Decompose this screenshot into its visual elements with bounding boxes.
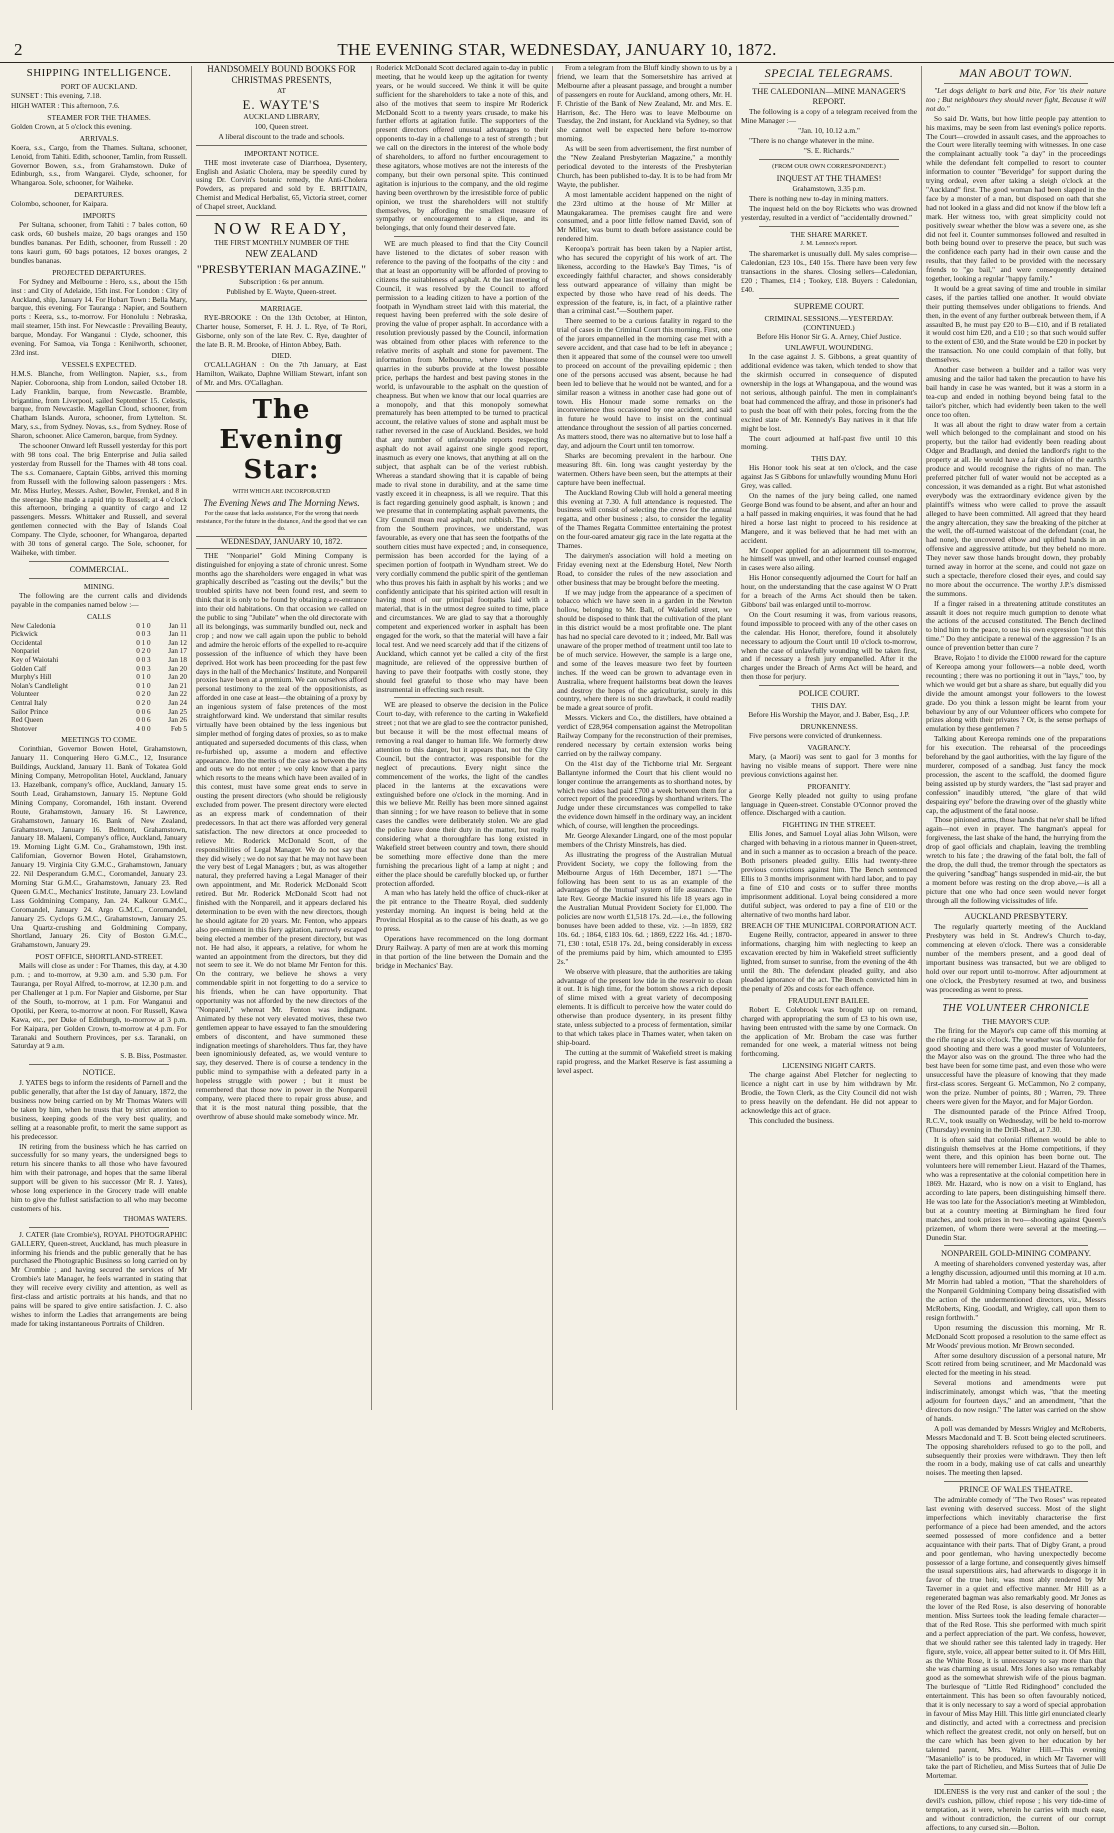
paragraph: O'CALLAGHAN : On the 7th January, at East Hamilton, Waikato, Daphne William Stewart, infant son of Mr. and Mrs. O'Callaghan. bbox=[196, 360, 367, 388]
paragraph: A most lamentable accident happened on the night of the 23rd ultimo at the house of Mr Miller at Maungakaramea. The premises caught fire and were consumed, and a poor little fellow named David, son of Mr Miller, was burnt to death before assistance could be rendered him. bbox=[557, 189, 732, 244]
paragraph: On the names of the jury being called, one named George Bond was found to be absent, and after an hour and a half passed in making enquiries, it was found that he had hired a horse last night to proceed to his residence at Mangere, and it was believed that he had met with an accident. bbox=[741, 491, 917, 545]
divider bbox=[394, 697, 530, 698]
divider bbox=[944, 1784, 1088, 1785]
column-rule bbox=[371, 66, 372, 1410]
column-2 bbox=[193, 64, 370, 1412]
newspaper-title: THE EVENING STAR, WEDNESDAY, JANUARY 10, 1872. bbox=[337, 40, 777, 59]
logo-subtitle: The Evening News and The Morning News. bbox=[203, 498, 360, 509]
divider bbox=[394, 236, 530, 237]
subheading: IMPORTS bbox=[82, 211, 116, 221]
ad-text: Subscription : 6s per annum. bbox=[239, 276, 324, 286]
calls-table-row bbox=[11, 682, 187, 691]
divider bbox=[29, 1064, 169, 1065]
paragraph: We observe with pleasure, that the authorities are taking advantage of the present low tide in the reservoir to clean it out. It is high time, for the bottom shows a rich deposit of slime mixed with a great variety of decomposing elements. It is difficult to perceive how the water could do otherwise than produce dysentery, in its present filthy state, unless subjected to a process of fermentation, similar to that which takes place in Thames water, when taken on ship-board. bbox=[557, 966, 732, 1047]
editorial-paragraph: WE are much pleased to find that the City Council have listened to the dictates of sober reason with reference to the paving of the footpaths of the city : and that at least an opportunity will be afforded of proving to citizens the suitableness of asphalt. At the last meeting of Council, it was resolved by the Council to afford permission to a leading citizen to have a portion of the footpath in Wyndham street laid with this material, the request having been preferred with the sole desire of proving the value of proper asphalt. In accordance with a resolution previously passed by the Council, information was obtained from other places with reference to the relative merits of asphalt and stone for pavement. The information from Melbourne, where the bluestone quarries in the suburbs provide at the lowest possible price, perhaps the hardest and best paving stones in the world, is unfavourable to the asphalt on the question of cheapness. But when we know that our local quarries are a monopoly, and that this monopoly somewhat prematurely has been attempted to be turned to practical account, the relative values of stone and asphalt must be rather reversed in the case of Auckland. Besides, we hold that any number of unfavourable reports respecting asphalt do not avail against one single good report, inasmuch as every one knows, that anything at all on the subject, that asphalt can be of the veriest rubbish. Whereas a standard showing that it is capable of being made to rival stone in durability, and at the same time vastly exceed it in cheapness, is all we require. That this is fact regarding genuinely good asphalt, is known ; and we presume that in contemplating asphalt pavements, the City Council mean real asphalt, not rubbish. The report from the Southern provinces, we understand, was favourable, as every one that has seen the footpaths of the southern cities must have expected ; and, in consequence, permission has been accorded for the laying of a specimen portion of footpath in Wyndham street. We do very cordially commend the public spirit of the gentleman who thus proves his faith in asphalt by his works ; and we confidently anticipate that his spirited action will result in having most of our principal footpaths laid with a material, that is in the utmost degree suited to time, place and circumstances. We are glad to say that a thoroughly competent and experienced worker in asphalt has been engaged for the work, so that the material will have a fair local test. And we need scarcely add that if the citizens of Auckland, which cannot yet be called a city of the first magnitude, are relieved of the oppressive burthen of having to pave their footpaths with costly stone, they should feel grateful to those who may have been instrumental in effecting such result. bbox=[376, 239, 548, 694]
paragraph: Upon resuming the discussion this morning, Mr R. McDonald Scott proposed a resolution to the same effect as Mr Woods' previous motion. Mr Brown seconded. bbox=[926, 1322, 1106, 1350]
subheading: LICENSING NIGHT CARTS. bbox=[782, 1061, 876, 1071]
signature: "S. E. Richards." bbox=[803, 145, 855, 155]
calls-cell-amt: 0 1 0 bbox=[136, 673, 151, 682]
editorial-paragraph: THE "Nonpariel" Gold Mining Company is distinguished for enjoying a state of chronic unrest. Some months ago the shareholders were engaged in what was graphically described as "casting out the devils;" but the troubled spirits have not been found rest, and seem to think that it is only to be found by obtaining a re-entrance into their old habitations. On that occasion we called on the public to sing "Jubilate" when the old directorate with all its belongings, was summarily bundled out, neck and crop ; and now we call again upon the public to behold and admire the heroic efforts of the expelled to re-acquire possession of the influence of which they have been deprived. Hot work has been proceeding for the past few days in the hall of the Mechanics' Institute, and Nonpareil proxies have been at a premium. We can ourselves afford personal testimony to the zeal of the oppositionists, as afforded in one case at least—the obtaining of a proxy by an ingenious system of false pretences of the most straightforward kind. We understand that similar results virtually have been obtained by the less ingenious but simpler method of forging dates of proxies, so as to make antiquated and superseded documents of this class, when re-furbished up, assume a modern and effective appearance. Into the merits of the case as between the ins and outs we do not enter ; we only know that a party which resorts to the means which have been availed of in this contest, must have some great ends to serve in ousting the present directors (who should be religiously excluded from power. The present directory were elected as an express mark of condemnation of their predecessors. In that act there was afforded very general satisfaction. The new directors at once proceeded to relieve Mr. Roderick McDonald Scott, of the responsibilities of Legal Manager. We do not say that they did wisely ; we do not say that he may not have been the very best of Legal Managers ; but, as was altogether natural, they preferred having a Legal Manager of their own appointment, and Mr. Roderick McDonald Scott retired. But Mr. Roderick McDonald Scott had not finished with the Nonpareil, and it appears declared his determination to be even with the new directors, though he should agitate for 20 years. Mr. Fenton, who appears also pre-eminent in this fiery agitation, narrowly escaped being elected a member of the present directory, but was not. He had also, it appears, a relative, for whom he wanted an appointment from the directors, but they did not seem to see it. We do not blame Mr Fenton for this. On the contrary, we believe he shows a very commendable spirit in not forgetting to do a service to his friends, when he can have opportunity. That opportunity was not afforded by the new directors of the "Nonpareil," whereat Mr. Fenton was indignant. Animated by these not very elevated motives, these two gentlemen appear to have essayed to fan the smouldering embers of discontent, and have summoned these indignation meetings of shareholders. Thus far, they have been ignominiously defeated, as, we would venture to say, they deserved. There is of course a tendency in the public mind to sympathise with a defeated party in a hopeless struggle with power ; but it must be remembered that those now in power in the Nonpareil company, were placed there to repair gross abuse, and that it is the most natural thing possible, that the overthrow of abuse should make somebody wince. Mr. bbox=[196, 550, 367, 1121]
paragraph: In the case against J. S. Gibbons, a great quantity of additional evidence was taken, which tended to show that the skirmish occurred in consequence of disputed ownership in the logs at Whangapoua, and the wound was not serious, although painful. The men in complainant's boat had commenced the affray, and those in prisoner's had to push the boat off with their poles, forcing from the the excited state of Mr. Kennedy's Bay natives in it that life might be lost. bbox=[741, 352, 917, 433]
paragraph: The Auckland Rowing Club will hold a general meeting this evening at 7.30. A full attendance is requested. The business will consist of selecting the crews for the annual regatta, and other business ; also, to consider the legality of the Thames Regatta Committee entertaining the protest on the four-oared amateur gig race in the late regatta at the Thames. bbox=[557, 487, 732, 551]
divider bbox=[944, 908, 1088, 909]
paragraph: Colombo, schooner, for Kaipara. bbox=[11, 199, 108, 209]
divider bbox=[944, 998, 1088, 999]
subheading: MARRIAGE. bbox=[260, 303, 303, 313]
subheading: THE SHARE MARKET. bbox=[790, 230, 868, 240]
subheading: THIS DAY. bbox=[811, 454, 847, 464]
calls-cell-amt: 0 1 0 bbox=[136, 638, 151, 647]
calls-cell-date: Jan 11 bbox=[168, 621, 187, 630]
ad-text: NEW ZEALAND bbox=[245, 248, 318, 260]
subheading: CRIMINAL SESSIONS.—YESTERDAY. (CONTINUED.) bbox=[764, 313, 894, 332]
paragraph: Before His Honor Sir G. A. Arney, Chief Justice. bbox=[756, 331, 902, 341]
paragraph: His Honor took his seat at ten o'clock, and the case against Jas S Gibbons for unlawfully wounding Munu Hori Grey, was called. bbox=[741, 463, 917, 491]
paragraph: The regularly quarterly meeting of the Auckland Presbytery was held in St. Andrew's Church to-day, commencing at eleven o'clock. There was a considerable number of the members present, and a good deal of important business was transacted, but we are obliged to hold over our report until to-morrow. After adjournment at one o'clock, the Presbytery resumed at two, and business was proceeding as went to press. bbox=[926, 922, 1106, 994]
paragraph: Before His Worship the Mayor, and J. Baber, Esq., J.P. bbox=[748, 710, 910, 720]
calls-cell-amt: 0 0 6 bbox=[136, 707, 151, 716]
subheading: IMPORTANT NOTICE. bbox=[244, 148, 319, 158]
paragraph: Sharks are becoming prevalent in the harbour. One measuring 8ft. 6in. long was caught yesterday by the watermen. Others have been seen, but the attempts at their capture have been ineffectual. bbox=[557, 450, 732, 487]
paragraph: Mr. George Alexander Lingard, one of the most popular members of the Christy Minstrels, has died. bbox=[557, 831, 732, 849]
subheading: INQUEST AT THE THAMES! bbox=[776, 174, 882, 184]
paragraph: Five persons were convicted of drunkenness. bbox=[749, 731, 882, 741]
calls-cell-name: Golden Calf bbox=[11, 664, 47, 673]
paragraph: The following are the current calls and dividends payable in the companies named below :— bbox=[11, 590, 187, 609]
calls-table-row bbox=[11, 725, 187, 734]
verse: "Let dogs delight to bark and bite, For 'tis their nature too ; But neighbours they should never fight, Because it will not do." bbox=[926, 86, 1106, 113]
masthead bbox=[0, 38, 1114, 63]
subheading: ARRIVALS. bbox=[79, 133, 119, 143]
calls-table-row bbox=[11, 630, 187, 639]
paragraph: Per Sultana, schooner, from Tahiti : 7 bales cotton, 60 cask ords, 60 bushels maize, 20 bags oranges and 150 bundles bananas. Per Edith, schooner, from Russell : 20 tons kauri gum, 60 bags potatoes, 12 boxes oranges, 2 bundles bananas. bbox=[11, 220, 187, 265]
paragraph: "There is no change whatever in the mine. bbox=[749, 135, 874, 145]
paragraph: His Honor consequently adjourned the Court for half an hour, on the understanding that the case against W O Pratt for a breach of the Arms Act should then be taken. Gibbons' bail was enlarged until to-morrow. bbox=[741, 573, 917, 609]
paragraph: On the Court resuming it was, from various reasons, found impossible to proceed with any of the other cases on the calendar. His Honor, therefore, found it absolutely necessary to adjourn the Court until 10 o'clock to-morrow, when the case of unlawfully wounding will be taken first, and if necessary a fresh jury empanelled. After it the charges under the Breach of Arms Act will be heard, and then those for perjury. bbox=[741, 609, 917, 682]
editorial-paragraph: Roderick McDonald Scott declared again to-day in public meeting, that he would keep up the agitation for twenty years, or he would succeed. We think it will be quite sufficient for the shareholders to take a note of this, and also of the motives that seem to inspire Mr Roderick McDonald Scott to a twenty years crusade, to make his further efforts at agitation futile. The supporters of the present directors offered unusual advantages to their opponents to-day in a challenge to a test of strength ; but we call on the directors in the interest of the whole body of shareholders, to afford no further encouragement to these agitators, whose motives are not the interests of the company, but their own personal spite. This continued agitation is injurious to the company, and the old regime having been overthrown by the irresistible force of public opinion, we trust the shareholders will not stultify themselves, by affording the smallest measure of sympathy or encouragement to a clique, and its belongings, that only found their deserved fate. bbox=[376, 63, 548, 233]
paragraph: The dairymen's association will hold a meeting on Friday evening next at the Edensburg Hotel, New North Road, to consider the rules of the new association and other business that may be brought before the meeting. bbox=[557, 550, 732, 587]
calls-cell-date: Jan 20 bbox=[168, 664, 187, 673]
calls-cell-date: Jan 20 bbox=[168, 673, 187, 682]
divider bbox=[196, 300, 367, 301]
paragraph: It would be a great saving of time and trouble in similar cases, if the parties tallied one another. It would obviate their putting themselves under obligations to friends. And then, in the event of any further outbreak between them, if A assaulted B, he must pay £20 to B—£10, and if B retaliated it would cost him £20, and a £10 ; so that such would suffer to the extent of £30, and the State would be £20 in pocket by the transaction. No one could complain of that folly, but themselves. bbox=[926, 283, 1106, 365]
subheading: POST OFFICE, SHORTLAND-STREET. bbox=[35, 952, 163, 962]
paragraph: Those pinioned arms, those hands that ne'er shall be lifted again—not even in prayer. The hangman's appeal for forgiveness, the last shake of the hand, the hurrying from the drop of gaol officials and chaplain, leaving the trembling wretch to his fate ; the drawing of the fatal bolt, the fall of the drop, the dull thud, the tremor through the spectators as the quivering "sandbag" hangs suspended in mid-air, the but a moment before was resting on the drop above,—is all a picture that one who had once seen would never forget through all the following vicissitudes of life. bbox=[926, 815, 1106, 905]
paragraph: Mary, (a Maori) was sent to gaol for 3 months for having no visible means of support. There were nine previous convictions against her. bbox=[741, 751, 917, 779]
column-5 bbox=[738, 64, 920, 1412]
signature: S. B. Biss, Postmaster. bbox=[120, 1051, 187, 1061]
section-heading: COMMERCIAL. bbox=[69, 564, 129, 574]
subheading: THE MAYOR'S CUP. bbox=[982, 1016, 1050, 1026]
calls-table-row bbox=[11, 622, 187, 631]
paragraph: Golden Crown, at 5 o'clock this evening. bbox=[11, 121, 132, 131]
calls-cell-name: Key of Waiotahi bbox=[11, 656, 59, 665]
byline: (FROM OUR OWN CORRESPONDENT.) bbox=[772, 162, 886, 170]
paragraph: Operations have recommenced on the long dormant Drury Railway. A party of men are at work this morning in that portion of the line between the Domain and the bridge in Mechanics' Bay. bbox=[376, 934, 548, 970]
calls-table-row bbox=[11, 673, 187, 682]
paragraph: George Kelly pleaded not guilty to using profane language in Queen-street. Constable O'Connor proved the offence. Discharged with a caution. bbox=[741, 790, 917, 818]
section-heading: NONPAREIL GOLD-MINING COMPANY. bbox=[941, 1249, 1091, 1259]
paragraph: The firing for the Mayor's cup came off this morning at the rifle range at six o'clock. The weather was favourable for good shooting and there was a good muster of Volunteers, the Mayor also was on the ground. The three who had the best have been for some time past, and even those who were unsuccessful have the pleasure of knowing that they made first-class scores. Sergeant G. McCammon, No 2 company, won the prize. Number of points, 80 ; Warren, 79. Three cheers were given for the Mayor, and for Major Gordon. bbox=[926, 1025, 1106, 1106]
calls-table-row bbox=[11, 699, 187, 708]
divider bbox=[759, 226, 899, 227]
calls-table-row bbox=[11, 716, 187, 725]
ad-name: E. WAYTE'S bbox=[242, 96, 321, 112]
subheading: PORT OF AUCKLAND. bbox=[60, 82, 138, 91]
column-6 bbox=[923, 64, 1109, 1832]
column-rule bbox=[736, 66, 737, 1410]
divider bbox=[196, 145, 367, 146]
section-heading: PRINCE OF WALES THEATRE. bbox=[959, 1485, 1073, 1495]
subheading: CALLS bbox=[86, 611, 112, 621]
subheading: MEETINGS TO COME. bbox=[61, 735, 137, 745]
calls-cell-date: Jan 21 bbox=[168, 681, 187, 690]
paragraph: The admirable comedy of "The Two Roses" was repeated last evening with deserved success. Most of the slight imperfections which inevitably characterise the first performance of a piece had been amended, and the actors seemed possessed of more confidence and a better acquaintance with their parts. That of Digby Grant, a proud and poor gentleman, who having unexpectedly become possessor of a large fortune, and consequently gives himself the usual superstitious airs, had afterwards to disgorge it in favor of the true heir, was most ably rendered by Mr Taverner in a quiet and effective manner. Mr Hill as a regenerated bagman was also remarkably good. Mr Jones as the lover of the Red Rose, is also deserving of honorable mention. Miss Surtees took the leading female character—that of the Red Rose. This she performed with much spirit and a perfect appreciation of the part. We confess, however, that we should rather see this talented lady in tragedy. Her figure, style, voice, all appear better suited to it. Of Mrs Hill, as the White Rose, it is unnecessary to say more than that she was charming as usual. Mrs Jones also was remarkably good as the somewhat shrewish wife of the pious bagman. The burlesque of "Little Red Ridinghood" concluded the entertainment. This has been so often favourably noticed, that it is only necessary to say a word of special approbation in favour of Miss May Hill. This little girl enunciated clearly and distinctly, and acted with a correctness and precision which reflect the greatest credit, not only on herself, but on the care which has been given to her education by her talented parent, Mrs. Walter Hill.—This evening "Masaniello" is to be produced, in which Mr Taverner will take the part of Richelieu, and Miss Surtees that of Julie De Mortemar. bbox=[926, 1495, 1106, 1781]
calls-cell-name: Volunteer bbox=[11, 690, 39, 699]
subheading: DEPARTURES. bbox=[74, 190, 124, 200]
calls-table-row bbox=[11, 708, 187, 717]
motto: For the cause that lacks assistance, For the wrong that needs resistance, For the future in the distance, And the good that we can do. bbox=[196, 510, 367, 533]
paragraph: The schooner Onward left Russell yesterday for this port with 98 tons coal. The brig Enterprise and Julia sailed yesterday from Russell for the Thames with 48 tons coal. The s.s. Comanaere, Captain Gibbs, arrived this morning from Russell with the following saloon passengers : Mrs. Mr. Miss Hurley, Messrs. Asher, Bowler, Frenkel, and 8 in the steerage. She made a rapid trip to Russell; at 4 o'clock this afternoon, bringing a quantity of cargo and 12 passengers. Messrs. Whittaker and Russell, and several gentlemen connected with the Bay of Islands Coal Company. The Clyde, schooner, for Whangaroa, departed with 30 tons of general cargo. The Sole, schooner, for Waiheke, with timber. bbox=[11, 441, 187, 557]
paragraph: After some desultory discussion of a personal nature, Mr Scott retired from being scrutineer, and Mr Macdonald was elected for the meeting in his stead. bbox=[926, 1350, 1106, 1378]
paragraph: IDLENESS is the very rust and canker of the soul ; the devil's cushion, pillow, chief repose ; his very tide-time of temptation, as it were, wherein he carries with much ease, and without contradiction, the current of our corrupt affections, to any cursed sin.—Bolton. bbox=[926, 1787, 1106, 1832]
calls-table bbox=[11, 622, 187, 734]
calls-cell-date: Jan 25 bbox=[168, 707, 187, 716]
paragraph: Robert E. Colebrook was brought up on remand, charged with appropriating the sum of £3 to his own use, having been entrusted with the same by one Cormack. On the application of Mr. Brobam the case was further remanded for one week, a material witness not being forthcoming. bbox=[741, 1004, 917, 1059]
subheading: DRUNKENNESS. bbox=[800, 722, 858, 732]
paragraph: As will be seen from advertisement, the first number of the "New Zealand Presbyterian Magazine," a monthly periodical devoted to the interests of the Presbyterian Church, has been published to-day. It is to be had from Mr Wayte, the publisher. bbox=[557, 144, 732, 189]
paragraph: RYE-BROOKE : On the 13th October, at Hinton, Charter house, Somerset, F. H. J. L. Rye, of Te Rori, Gisborne, only son of the late Rev. C. Rye, daughter of the late B. R. M. Brooke, of Hinton Abbey, Bath. bbox=[196, 312, 367, 349]
calls-table-row bbox=[11, 647, 187, 656]
calls-cell-date: Jan 22 bbox=[168, 690, 187, 699]
paragraph: J. YATES begs to inform the residents of Parnell and the public generally, that after the 1st day of January, 1872, the business now being carried on by Mr Thomas Waters will be taken by him, when he trusts that by strict attention to business, keeping goods of the very best quality, and selling at a reasonable profit, to merit the same support as his predecessor. bbox=[11, 1078, 187, 1141]
subheading: PROFANITY. bbox=[807, 781, 851, 791]
ad-text: "PRESBYTERIAN MAGAZINE." bbox=[196, 261, 367, 276]
paragraph: H.M.S. Blanche, from Wellington. Napier, s.s., from Napier. Coboroona, ship from London, sailed October 18. Lady Franklin, barque, from Newcastle. Bramble, brigantine, from Liverpool, sailed September 15. Celestis, barque, from Newcastle. Magellan Cloud, schooner, from Chatham Islands. Aurora, schooner, from Lyttelton. St. Mary, s.s., from Sydney. Novas, s.s., from Sydney. Rose of Sharon, schooner. Alice Cameron, barque, from Sydney. bbox=[11, 368, 187, 441]
section-heading: SPECIAL TELEGRAMS. bbox=[764, 66, 894, 80]
column-rule bbox=[921, 66, 922, 1410]
paragraph: IN retiring from the business which he has carried on successfully for so many years, the undersigned begs to return his sincere thanks to all those who have favoured him with their patronage, and hopes that the same liberal support will be given to his successor (Mr R. J. Yates), whose long experience in the Grocery trade will enable him to give the fullest satisfaction to all who may become customers of his. bbox=[11, 1141, 187, 1213]
calls-table-row bbox=[11, 656, 187, 665]
paragraph: The following is a copy of a telegram received from the Mine Manager :— bbox=[741, 107, 917, 125]
calls-cell-date: Jan 12 bbox=[168, 638, 187, 647]
calls-cell-date: Jan 18 bbox=[168, 656, 187, 665]
paragraph: Corinthian, Governor Bowen Hotel, Grahamstown, January 11. Conquering Hero G.M.C., 12, Insurance Buildings, Auckland, January 11. Bank of Tokatea Gold Mining Company, Metropolitan Hotel, Auckland, January 13. Hazelbank, company's office, Auckland, January 15. South Lead, Grahamstown, January 15. Neptune Gold Mining Company, Coromandel, 16th instant. Overend Route, Grahamstown, January 16. St Lawrence, Grahamstown, January 16. Bank of New Zealand, Grahamstown, January 16. Belmont, Grahamstown, January 18. Malaeni, Company's office, Auckland, January 19. Morning Light G.M. Co., Grahamstown, 19th inst. Californian, Governor Bowen Hotel, Grahamstown, January 19. Virginia City G.M.C., Grahamstown, January 22. Nil Desperandum G.M.C., Coromandel, January 23. Morning Star G.M.C., Grahamstown, January 23. Red Queen G.M.C., Mechanics' Institute, January 23. Lowland Lass Goldmining Company, Jan. 24. Kalkour G.M.C., Coromandel, January 24. Argo G.M.C., Coromandel, January 25. Cyclops G.M.C., Grahamstown, January 25. Una Quartz-crushing and Goldmining Company, Shortland, January 26. City of Boston G.M.C., Grahamstown, January 29. bbox=[11, 744, 187, 950]
calls-cell-name: Shotover bbox=[11, 724, 37, 733]
calls-table-row bbox=[11, 665, 187, 674]
ad-text: 100, Queen street. bbox=[254, 121, 309, 131]
calls-cell-date: Jan 24 bbox=[168, 699, 187, 708]
calls-cell-name: Red Queen bbox=[11, 716, 44, 725]
calls-cell-amt: 0 0 3 bbox=[136, 656, 151, 665]
calls-cell-amt: 0 0 3 bbox=[136, 664, 151, 673]
paragraph: THE most inveterate case of Diarrhoea, Dysentery, English and Asiatic Cholera, may be speedily cured by using Dr. Corvin's botanic remedy, the Anti-Cholera Powders, as prepared and sold by E. BRITTAIN, Chemist and Medical Herbalist, 65, Victoria street, corner of Chapel street, Auckland. bbox=[196, 157, 367, 212]
calls-cell-amt: 4 0 0 bbox=[136, 724, 151, 733]
calls-cell-amt: 0 1 0 bbox=[136, 621, 151, 630]
section-heading: SHIPPING INTELLIGENCE. bbox=[26, 67, 172, 79]
paragraph: The dismounted parade of the Prince Alfred Troop, R.C.V., took usually on Wednesday, will be held to-morrow (Thursday) evening in the Drill-Shed, at 7.30. bbox=[926, 1106, 1106, 1134]
subheading: BREACH OF THE MUNICIPAL CORPORATION ACT. bbox=[741, 921, 917, 931]
paragraph: J. CATER (late Crombie's), ROYAL PHOTOGRAPHIC GALLERY, Queen-street, Auckland, has much pleasure in informing his friends and the public generally that he has purchased the Photographic Business so long carried on by Mr Crombie ; and having secured the services of Mr Crombie's late Manager, he feels warranted in stating that they will receive every civility and attention, as well as first-class and artistic portraits at his hands, and that no pains will be spared to give entire satisfaction. J. C. also wishes to inform the Ladies that arrangements are being made for taking instantaneous Portraits of Children. bbox=[11, 1229, 187, 1328]
calls-cell-date: Jan 11 bbox=[168, 630, 187, 639]
paragraph: A meeting of shareholders convened yesterday was, after a lengthy discussion, adjourned until this morning at 10 a.m. Mr Morrin had tabled a motion, "That the shareholders of the Nonpareil Goldmining Company being dissatisfied with the action of the undermentioned directors, viz., Messrs McRoberts, King, Goodall, and Wrigley, call upon them to resign forthwith." bbox=[926, 1259, 1106, 1322]
calls-cell-date: Jan 17 bbox=[168, 647, 187, 656]
subheading: PROJECTED DEPARTURES. bbox=[52, 267, 146, 277]
paragraph: The inquest held on the boy Ricketts who was drowned yesterday, resulted in a verdict of "accidentally drowned." bbox=[741, 204, 917, 223]
section-heading: SUPREME COURT. bbox=[793, 301, 865, 311]
paragraph: Several motions and amendments were put indiscriminately, amongst which was, "that the meeting adjourn for fourteen days," and an amendment, "that the directors do now resign." The latter was carried on the show of hands. bbox=[926, 1378, 1106, 1423]
subheading: STEAMER FOR THE THAMES. bbox=[47, 112, 151, 122]
paragraph: Talking about Kereopa reminds one of the preparations for his execution. The rehearsal of the proceedings beforehand by the gaol authorities, with the lay figure of the murderer, composed of a sandbag. Just fancy the mock procession, the ascent to the scaffold, the doomed figure being assisted up by sturdy warders, the "last sad prayer and confession" inaudibly uttered, "the glare of that wild despairing eye" before the drawing over of the ghastly white cap, the adjustment of the fatal noose. bbox=[926, 734, 1106, 815]
page-number: 2 bbox=[14, 40, 23, 59]
paragraph: Messrs. Vickers and Co., the distillers, have obtained a verdict of £28,964 compensation against the Metropolitan Railway Company for the reconstruction of their premises, rendered necessary by certain extension works being carried on by the railway company. bbox=[557, 713, 732, 758]
telegram-date: "Jan. 10, 10.12 a.m." bbox=[798, 125, 860, 135]
calls-cell-name: Murphy's Hill bbox=[11, 673, 52, 682]
calls-cell-amt: 0 0 6 bbox=[136, 716, 151, 725]
paragraph: The court adjourned at half-past five until 10 this morning. bbox=[741, 433, 917, 452]
subheading: VESSELS EXPECTED. bbox=[61, 359, 137, 369]
section-heading: THE VOLUNTEER CHRONICLE bbox=[942, 1002, 1090, 1014]
subheading: UNLAWFUL WOUNDING. bbox=[785, 343, 873, 353]
divider bbox=[29, 1227, 169, 1228]
ad-text: THE FIRST MONTHLY NUMBER OF THE bbox=[214, 238, 349, 248]
byline: J. M. Lennox's report. bbox=[800, 240, 858, 248]
divider bbox=[759, 298, 899, 299]
calls-cell-name: Sailor Prince bbox=[11, 707, 49, 716]
divider bbox=[196, 215, 367, 216]
subheading: MINING. bbox=[83, 581, 115, 591]
paragraph: Another case between a builder and a tailor was very amusing and the tailor had taken the precaution to have his bail handy in case he was wanted, but it was a storm in a tea-cup and ended in nothing beyond being fatal to the tailor's pitcher, which had evidently been taken to the well once too often. bbox=[926, 365, 1106, 419]
calls-cell-name: Nolan's Candlelight bbox=[11, 681, 68, 690]
calls-cell-date: Feb 5 bbox=[170, 724, 187, 733]
divider bbox=[759, 685, 899, 686]
logo-subtitle: WITH WHICH ARE INCORPORATED bbox=[232, 489, 331, 496]
paragraph: If we may judge from the appearance of a specimen of tobacco which we have seen in a garden in the Newton hollow, belonging to Mr. Ball, of Wakefield street, we should be disposed to think that the cultivation of the plant in this district would be a most profitable one. The plant has had no special care devoted to it ; indeed, Mr. Ball was unaware of the proper method of treatment until too late to be of much service. However, the sample is a large one, and some of the leaves measure two feet by fourteen inches. If the weed can be grown to advantage even in Australia, where frequent hailstorms beat down the leaves and destroy the hopes of the agriculturist, surely in this country, where there is no such drawback, it could readily be made a great source of profit. bbox=[557, 587, 732, 713]
editorial-paragraph: WE are pleased to observe the decision in the Police Court to-day, with reference to the carting in Wakefield street ; not that we are glad to see the contractor punished, but because it will be the most effectual means of removing a real danger to human life. We formerly drew attention to this danger, but it appears that, not the City Council, but the contractor, was responsible for the neglect of precautions. Every night since the commencement of the works, the light of the candles placed in the lanterns at the excavations were extinguished before one o'clock in the morning. And in this we believe Mr. Reilly has been more sinned against than sinning ; for we have reason to believe that in some cases the candles were deliberately stolen. We are glad the police have done their duty in the matter, but really considering what a thoroughfare has long existed in Wakefield street between country and town, there should be something more effective done than the mere furnishing the precarious light of a lamp at night ; and either the place should be carefully blocked up, or further protection afforded. bbox=[376, 700, 548, 888]
section-heading: POLICE COURT. bbox=[798, 689, 860, 699]
calls-cell-name: Pickwick bbox=[11, 630, 38, 639]
ad-text: AT bbox=[276, 86, 287, 95]
subheading: VAGRANCY. bbox=[807, 742, 851, 752]
divider bbox=[759, 83, 899, 84]
section-heading: AUCKLAND PRESBYTERY. bbox=[964, 912, 1068, 922]
divider bbox=[944, 1481, 1088, 1482]
column-3 bbox=[373, 64, 551, 1412]
subheading: FRAUDULENT BAILEE. bbox=[788, 995, 870, 1005]
paragraph: There seemed to be a curious fatality in regard to the trial of cases in the Criminal Court this morning. First, one of the jurors empannelled in the morning case met with a severe accident, and that case had to be left in abeyance ; then it appeared that some of the counsel were too unwell to proceed on account of the prevailing epidemic ; then one of the persons accused was absent, because he had been led to believe that he would not be wanted, and for a similar reason a witness in another case had gone out of town. His Honour made some remarks on the inconvenience thus occasioned by one accident, and said in future he would have to insist on the continual attendance throughout the session of all parties concerned. As matters stood, there was no alternative but to lose half a day, and adjourn the Court until ten tomorrow. bbox=[557, 316, 732, 451]
dateline: WEDNESDAY, JANUARY 10, 1872. bbox=[196, 536, 367, 549]
section-heading: MAN ABOUT TOWN. bbox=[959, 66, 1073, 80]
high-water-text: HIGH WATER : This afternoon, 7.6. bbox=[11, 100, 120, 110]
ad-text: A liberal discount to the trade and schools. bbox=[218, 131, 345, 141]
calls-cell-date: Jan 26 bbox=[168, 716, 187, 725]
paragraph: From a telegram from the Bluff kindly shown to us by a friend, we learn that the Somersetshire has arrived at Melbourne after a pleasant passage, and brought a number of passengers en route for Auckland, among others, Mr. H. F. Christie of the Bank of New Zealand, Mr. and Mrs. E. Harrison, &c. The Hero was to leave Melbourne on Tuesday, the 2nd instant, for Auckland via Sydney, so that she cannot well be expected here before to-morrow morning. bbox=[557, 63, 732, 144]
column-rule bbox=[552, 66, 553, 1410]
signature: THOMAS WATERS. bbox=[123, 1213, 187, 1223]
paragraph: A man who has lately held the office of chuck-riker at the pit entrance to the Theatre Royal, died suddenly yesterday morning. An inquest is being held at the Provincial Hospital as to the cause of his death, as we go to press. bbox=[376, 888, 548, 934]
calls-cell-amt: 0 0 3 bbox=[136, 630, 151, 639]
sunset-text: SUNSET : This evening, 7.18. bbox=[11, 91, 102, 100]
calls-cell-amt: 0 1 0 bbox=[136, 681, 151, 690]
column-4 bbox=[554, 64, 735, 1412]
ad-headline: NOW READY, bbox=[213, 219, 350, 239]
paragraph: For Sydney and Melbourne : Hero, s.s., about the 15th inst : and City of Adelaide, 15th inst. For London : City of Auckland, ship, January 14. For Hobart Town : Bella Mary, barque, this evening. For Tauranga : Napier, and Southern ports : Keera, s.s., to-morrow. For Honolulu : Nebraska, mail steamer, 15th inst. For Newcastle : Prevailing Beauty, barque, Monday. For Wanganui : Clyde, schooner, this evening. For Samoa, via Tonga : Kenilworth, schooner, 23rd inst. bbox=[11, 276, 188, 357]
calls-cell-name: Central Italy bbox=[11, 699, 48, 708]
paragraph: It is often said that colonial riflemen would be able to distinguish themselves at the Home competitions, if they went there, and this opinion has been borne out. The volunteers here will remember Lieut. Hazard of the Thames, who was a representative at the colonial competition here in 1869. Mr. Hazard, who is now on a visit to England, has according to late papers, been distinguishing himself there. He was too late for the Association's meeting at Wimbledon, but at a country meeting at Birmingham he fired four matches, and took prizes in two—shooting against Queen's prizemen, of whom there were several at the meeting.—Dunedin Star. bbox=[926, 1134, 1106, 1242]
calls-table-row bbox=[11, 639, 187, 648]
calls-table-row bbox=[11, 690, 187, 699]
subheading: FIGHTING IN THE STREET. bbox=[782, 820, 876, 830]
subheading: THIS DAY. bbox=[811, 701, 847, 711]
ad-text: AUCKLAND LIBRARY, bbox=[243, 111, 320, 121]
paragraph: There is nothing new to-day in mining matters. bbox=[749, 194, 889, 204]
calls-cell-name: Occidental bbox=[11, 638, 43, 647]
divider bbox=[944, 83, 1088, 84]
place-line: Grahamstown, 3.35 p.m. bbox=[792, 184, 866, 194]
calls-cell-name: New Caledonia bbox=[11, 621, 56, 630]
paragraph: Ellis Jones, and Samuel Loyal alias John Wilson, were charged with behaving in a riotous manner in Queen-street, and in such a manner as to occasion a breach of the peace. Both prisoners pleaded guilty. Ellis had twenty-three previous convictions against him. The Bench sentenced Ellis to 3 months imprisonment with hard labor, and to pay a fine of £10 and costs or to suffer three months imprisonment additional. Loyal being considered a more dutiful subject, was ordered to pay a fine of £10 or the alternative of two months hard labor. bbox=[741, 829, 917, 919]
paragraph: On the 41st day of the Tichborne trial Mr. Sergeant Ballantyne informed the Court that his client would no longer continue the arrangements as to shorthand notes, by which two sides had paid £700 a week between them for a correct report of the proceedings by shorthand writers. The Judge under these circumstances was compelled to take the evidence down himself in the ordinary way, an incident which, of course, will lengthen the proceedings. bbox=[557, 758, 732, 831]
ad-headline: HANDSOMELY BOUND BOOKS FOR CHRISTMAS PRESENTS, bbox=[207, 64, 356, 85]
calls-cell-amt: 0 2 0 bbox=[136, 690, 151, 699]
paragraph: So said Dr. Watts, but how little people pay attention to his maxims, may be seen from last evening's police reports. The Court—crowded in assault cases, and the approaches to the Court were literally teeming with witnesses. In one case the complainant actually took "a day" in the proceedings while the defendant felt compelled to resort to counter information to counter "Beveridge" for support during the trying ordeal, even after taking a sleigh o'clock at the "Auckland" first. The good woman had been slapped in the face by a monster of a man, but disposed on oath that she had not looked in a glass and did not know if the blow left a mark. Her witness too, with great simplicity could not positively swear whether the blow was a severe one, as she did not feel it. Counter summonses followed and resulted in both being bound over to preserve the peace, but such was the confidence each party had in their own cause and the results, that they failed to be provided with the necessary friends to "go bail," and were consequently detained together, looking a regular "happy family." bbox=[926, 113, 1106, 284]
calls-cell-amt: 0 2 0 bbox=[136, 647, 151, 656]
paragraph: Mails will close as under : For Thames, this day, at 4.30 p.m. ; and to-morrow, at 9.30 a.m. and 5.30 p.m. For Tauranga, per Royal Alfred, to-morrow, at 12.30 p.m. and per Challenger at 1 p.m. For Napier and Gisborne, per Star of the South, to-morrow, at 1 p.m. For Wanganui and Opotiki, per Keera, to-morrow at noon. For Russell, Kawa Kawa, etc., per Duke of Edinburgh, to-morrow at 3 p.m. For Kaipara, per Golden Crown, to-morrow at 4 p.m. For Taranaki and Southern Provinces, per s.s. Taranaki, on Saturday at 9 a.m. bbox=[11, 961, 187, 1051]
paragraph: The charge against Abel Fletcher for neglecting to licence a night cart in use by him withdrawn by Mr. Brodie, the Town Clerk, as the City Council did not wish to press heavily on the defendant. He did not appear to acknowledge this act of grace. bbox=[741, 1070, 917, 1115]
paragraph: A poll was demanded by Messrs Wrigley and McRoberts, Messrs Macdonald and T. B. Scott being elected scrutineers. The opposing shareholders refused to go to the poll, and subsequently their proxies were withdrawn. They then left the room in a body, making use of cat calls and unearthly noises. The meeting then lapsed. bbox=[926, 1423, 1106, 1478]
section-heading: NOTICE. bbox=[82, 1068, 116, 1078]
paragraph: Eugene Reilly, contractor, appeared in answer to three informations, charging him with neglecting to keep an excavation erected by him in Wakefield street sufficiently lighted, from sunset to sunrise, from the evening of the 4th until the 8th. The defendant pleaded guilty, and also pleaded ignorance of the act. The Bench convicted him in the penalty of 20s and costs for each offence. bbox=[741, 930, 917, 993]
paragraph: Brave, Rojato ! to divide the £1000 reward for the capture of Kereopa among your followers—a noble deed, worth recounting ; there was no portioning it out in "lays," too, by which we would get but a share as share, but equally did you divide the amount amongst your followers to the lowest grade. Do you think a lesson might be learnt from your behaviour by any of our Volunteer officers who compete for prizes along with their privates ? Or, is the sense perhaps of emulation by these gentlemen ? bbox=[926, 653, 1106, 734]
paragraph: The cutting at the summit of Wakefield street is making rapid progress, and the Market Reserve is fast assuming a level aspect. bbox=[557, 1047, 732, 1075]
paragraph: If a finger raised in a threatening attitude constitutes an assault it does not require much gumption to denote what the actions of the accused constituted. The Bench declined to bind him to the peace, to use his own expression "not this time." Do they anticipate a renewal of the aggression ? Is an ounce of prevention better than cure ? bbox=[926, 598, 1106, 653]
column-rule bbox=[191, 66, 192, 1410]
paragraph: Mr Cooper applied for an adjournment till to-morrow, he himself was unwell, and other learned counsel engaged in cases were also ailing. bbox=[741, 545, 917, 573]
subheading: THE CALEDONIAN—MINE MANAGER'S REPORT. bbox=[752, 87, 906, 106]
newspaper-logo: The Evening Star: bbox=[219, 395, 344, 486]
calls-cell-name: Nonpariel bbox=[11, 647, 40, 656]
divider bbox=[29, 561, 169, 562]
calls-cell-amt: 0 2 0 bbox=[136, 699, 151, 708]
column-1 bbox=[8, 64, 190, 1412]
paragraph: As illustrating the progress of the Australian Mutual Provident Society, we copy the following from the Melbourne Argus of 16th December, 1871 :—"The following has been sent to us as an example of the advantages of the 'mutual' system of life assurance. The late Rev. George Mackie insured his life 18 years ago in the Australian Mutual Provident Society for £1,000. The policies are now worth £1,518 17s. 2d.—i.e., the following bonuses have been added to these, viz. :—In 1859, £82 10s. 6d. ; 1864, £183 10s. 6d. ; 1869, £222 16s. 4d. ; 1870-71, £30 : total, £518 17s. 2d., being considerably in excess of the premiums paid by him, which amounted to £395 2s." bbox=[557, 849, 732, 966]
divider bbox=[944, 1245, 1088, 1246]
paragraph: This concluded the business. bbox=[749, 1115, 834, 1125]
divider bbox=[29, 578, 169, 579]
divider bbox=[196, 391, 367, 392]
paragraph: Koera, s.s., Cargo, from the Thames. Sultana, schooner, Lenoid, from Tahiti. Edith, schooner, Tamlin, from Russell. Governor Bowen, s.s., from Grahamstown. Duke of Edinburgh, s.s., from Wangarei. Clyde, schooner, for Whangaroa. Sole, schooner, for Waiheke. bbox=[11, 142, 187, 188]
paragraph: Keroopa's portrait has been taken by a Napier artist, who has secured the copyright of his work of art. The likeness, according to the Hawke's Bay Times, "is of exceedingly faithful character, and shows considerably less outward appearance of villainy than might be expected by those who have read of his deeds. The expression of the feature, is, in fact, of a plaintive rather than a criminal cast."—Southern paper. bbox=[557, 244, 732, 316]
paragraph: The sharemarket is unusually dull. My sales comprise—Caledonian, £23 10s., £40 15s. There have been very few transactions in the shares. Closing sellers—Caledonian, £20 ; Thames, £14 ; Tookey, £18. Buyers : Caledonian, £40. bbox=[741, 248, 917, 294]
ad-text: Published by E. Wayte, Queen-street. bbox=[226, 286, 337, 296]
subheading: DIED. bbox=[271, 351, 292, 361]
divider bbox=[759, 159, 899, 160]
paragraph: It was all about the right to draw water from a certain well which belonged to the complainant and stood on his property, but the tailor had evidently been reading about Odger and Bradlaugh, and denied the landlord's right to the property at all. He would have a fair division of the earth's produce and would recognise the rights of no man. The preferred pitcher full of water would not be accepted as a concession, it was demanded as a right. But what astonished everybody was the extraordinary evidence given by the plaintiff's witness who were called to prove the assault alleged to have been committed. All agreed that they heard the angry altercation, they saw the breaking of the pitcher at the well, the off-turned waistcoat of the defendant (coat, he had none), the uncovered elbow and uplifted hands in an offensive and aggressive attitude, but they beheld no more. They never saw those hands brought down, they probably turned away in horror at the scene, and could not gaze on such a spectacle, therefore closed their eyes, and could say no more about the occurrence. The worthy J.P.'s dismissed the summons. bbox=[926, 419, 1106, 598]
